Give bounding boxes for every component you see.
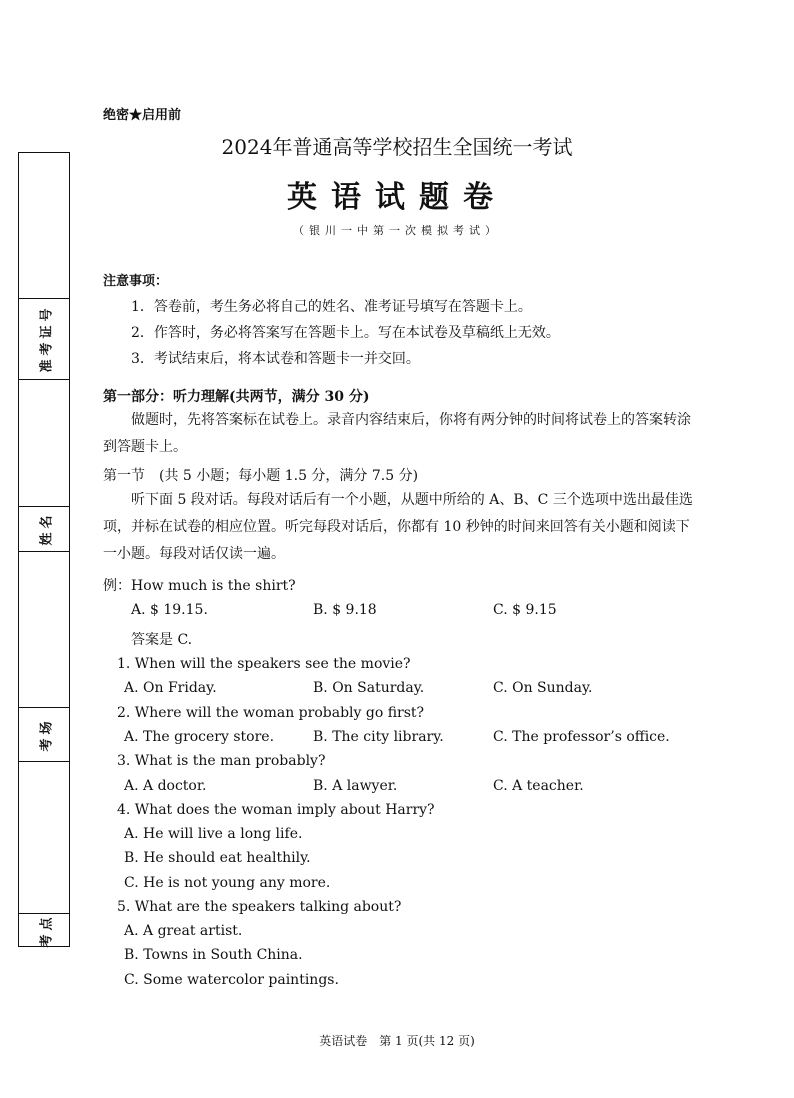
panel-divider: [19, 761, 69, 762]
question-stem: 5. What are the speakers talking about?: [117, 899, 402, 915]
option-a: A. He will live a long life.: [124, 826, 303, 842]
question-stem: 1. When will the speakers see the movie?: [117, 656, 411, 672]
option-b: B. The city library.: [313, 729, 444, 745]
panel-divider: [19, 379, 69, 380]
name-label: [19, 506, 71, 551]
option-c: C. The professor’s office.: [493, 729, 670, 745]
example-option-a: A. $ 19.15.: [131, 602, 208, 618]
exam-room-label: [19, 707, 71, 761]
option-c: C. On Sunday.: [493, 680, 593, 696]
option-c: C. He is not young any more.: [124, 875, 331, 891]
subject-title: 英语试题卷: [287, 180, 507, 215]
option-b: B. He should eat healthily.: [124, 850, 311, 866]
option-c: C. Some watercolor paintings.: [124, 972, 339, 988]
section1-instruction-text: 听下面 5 段对话。每段对话后有一个小题，从题中所给的 A、B、C 三个选项中选出最佳选项，并标在试卷的相应位置。听完每段对话后，你都有 10 秒钟的时间来回答有关小题和阅读下一小题。每段对话仅读一遍。: [103, 492, 693, 562]
exam-room-label-text: 考场: [39, 716, 55, 752]
option-a: A. The grocery store.: [124, 729, 275, 745]
exam-title: 2024年普通高等学校招生全国统一考试: [221, 135, 573, 159]
page-footer: 英语试卷 第 1 页(共 12 页): [319, 1034, 475, 1048]
part1-title: 第一部分：听力理解(共两节，满分 30 分): [103, 389, 370, 405]
option-c: C. A teacher.: [493, 778, 584, 794]
option-a: A. On Friday.: [124, 680, 217, 696]
exam-number-label: [19, 298, 71, 379]
note-item: 3．考试结束后，将本试卷和答题卡一并交回。: [131, 351, 420, 367]
example-answer: 答案是 C.: [131, 632, 193, 648]
section1-instruction: [103, 487, 695, 568]
option-b: B. On Saturday.: [313, 680, 425, 696]
example-option-c: C. $ 9.15: [493, 602, 557, 618]
question-stem: 4. What does the woman imply about Harry?: [117, 802, 435, 818]
option-a: A. A doctor.: [124, 778, 207, 794]
name-label-text: 姓名: [39, 511, 55, 546]
note-item: 2．作答时，务必将答案写在答题卡上。写在本试卷及草稿纸上无效。: [131, 325, 560, 341]
note-item: 1．答卷前，考生务必将自己的姓名、准考证号填写在答题卡上。: [131, 299, 532, 315]
section1-title: 第一节 (共 5 小题；每小题 1.5 分，满分 7.5 分): [103, 468, 419, 484]
part1-instruction: [103, 407, 695, 461]
confidential-mark: 绝密★启用前: [103, 108, 182, 123]
example-option-b: B. $ 9.18: [313, 602, 377, 618]
example-stem: 例：How much is the shirt?: [103, 578, 296, 594]
question-stem: 3. What is the man probably?: [117, 753, 326, 769]
panel-divider: [19, 551, 69, 552]
exam-subtitle: （银川一中第一次模拟考试）: [293, 224, 501, 237]
exam-site-label: [19, 913, 71, 948]
part1-instruction-text: 做题时，先将答案标在试卷上。录音内容结束后，你将有两分钟的时间将试卷上的答案转涂到答题卡上。: [103, 412, 691, 455]
exam-site-label-text: 考点: [39, 913, 55, 948]
binding-margin-panel: [18, 152, 70, 947]
notes-title: 注意事项：: [103, 274, 169, 289]
exam-number-label-text: 准考证号: [39, 304, 55, 373]
option-a: A. A great artist.: [124, 923, 243, 939]
option-b: B. A lawyer.: [313, 778, 398, 794]
question-stem: 2. Where will the woman probably go first?: [117, 705, 425, 721]
option-b: B. Towns in South China.: [124, 947, 303, 963]
